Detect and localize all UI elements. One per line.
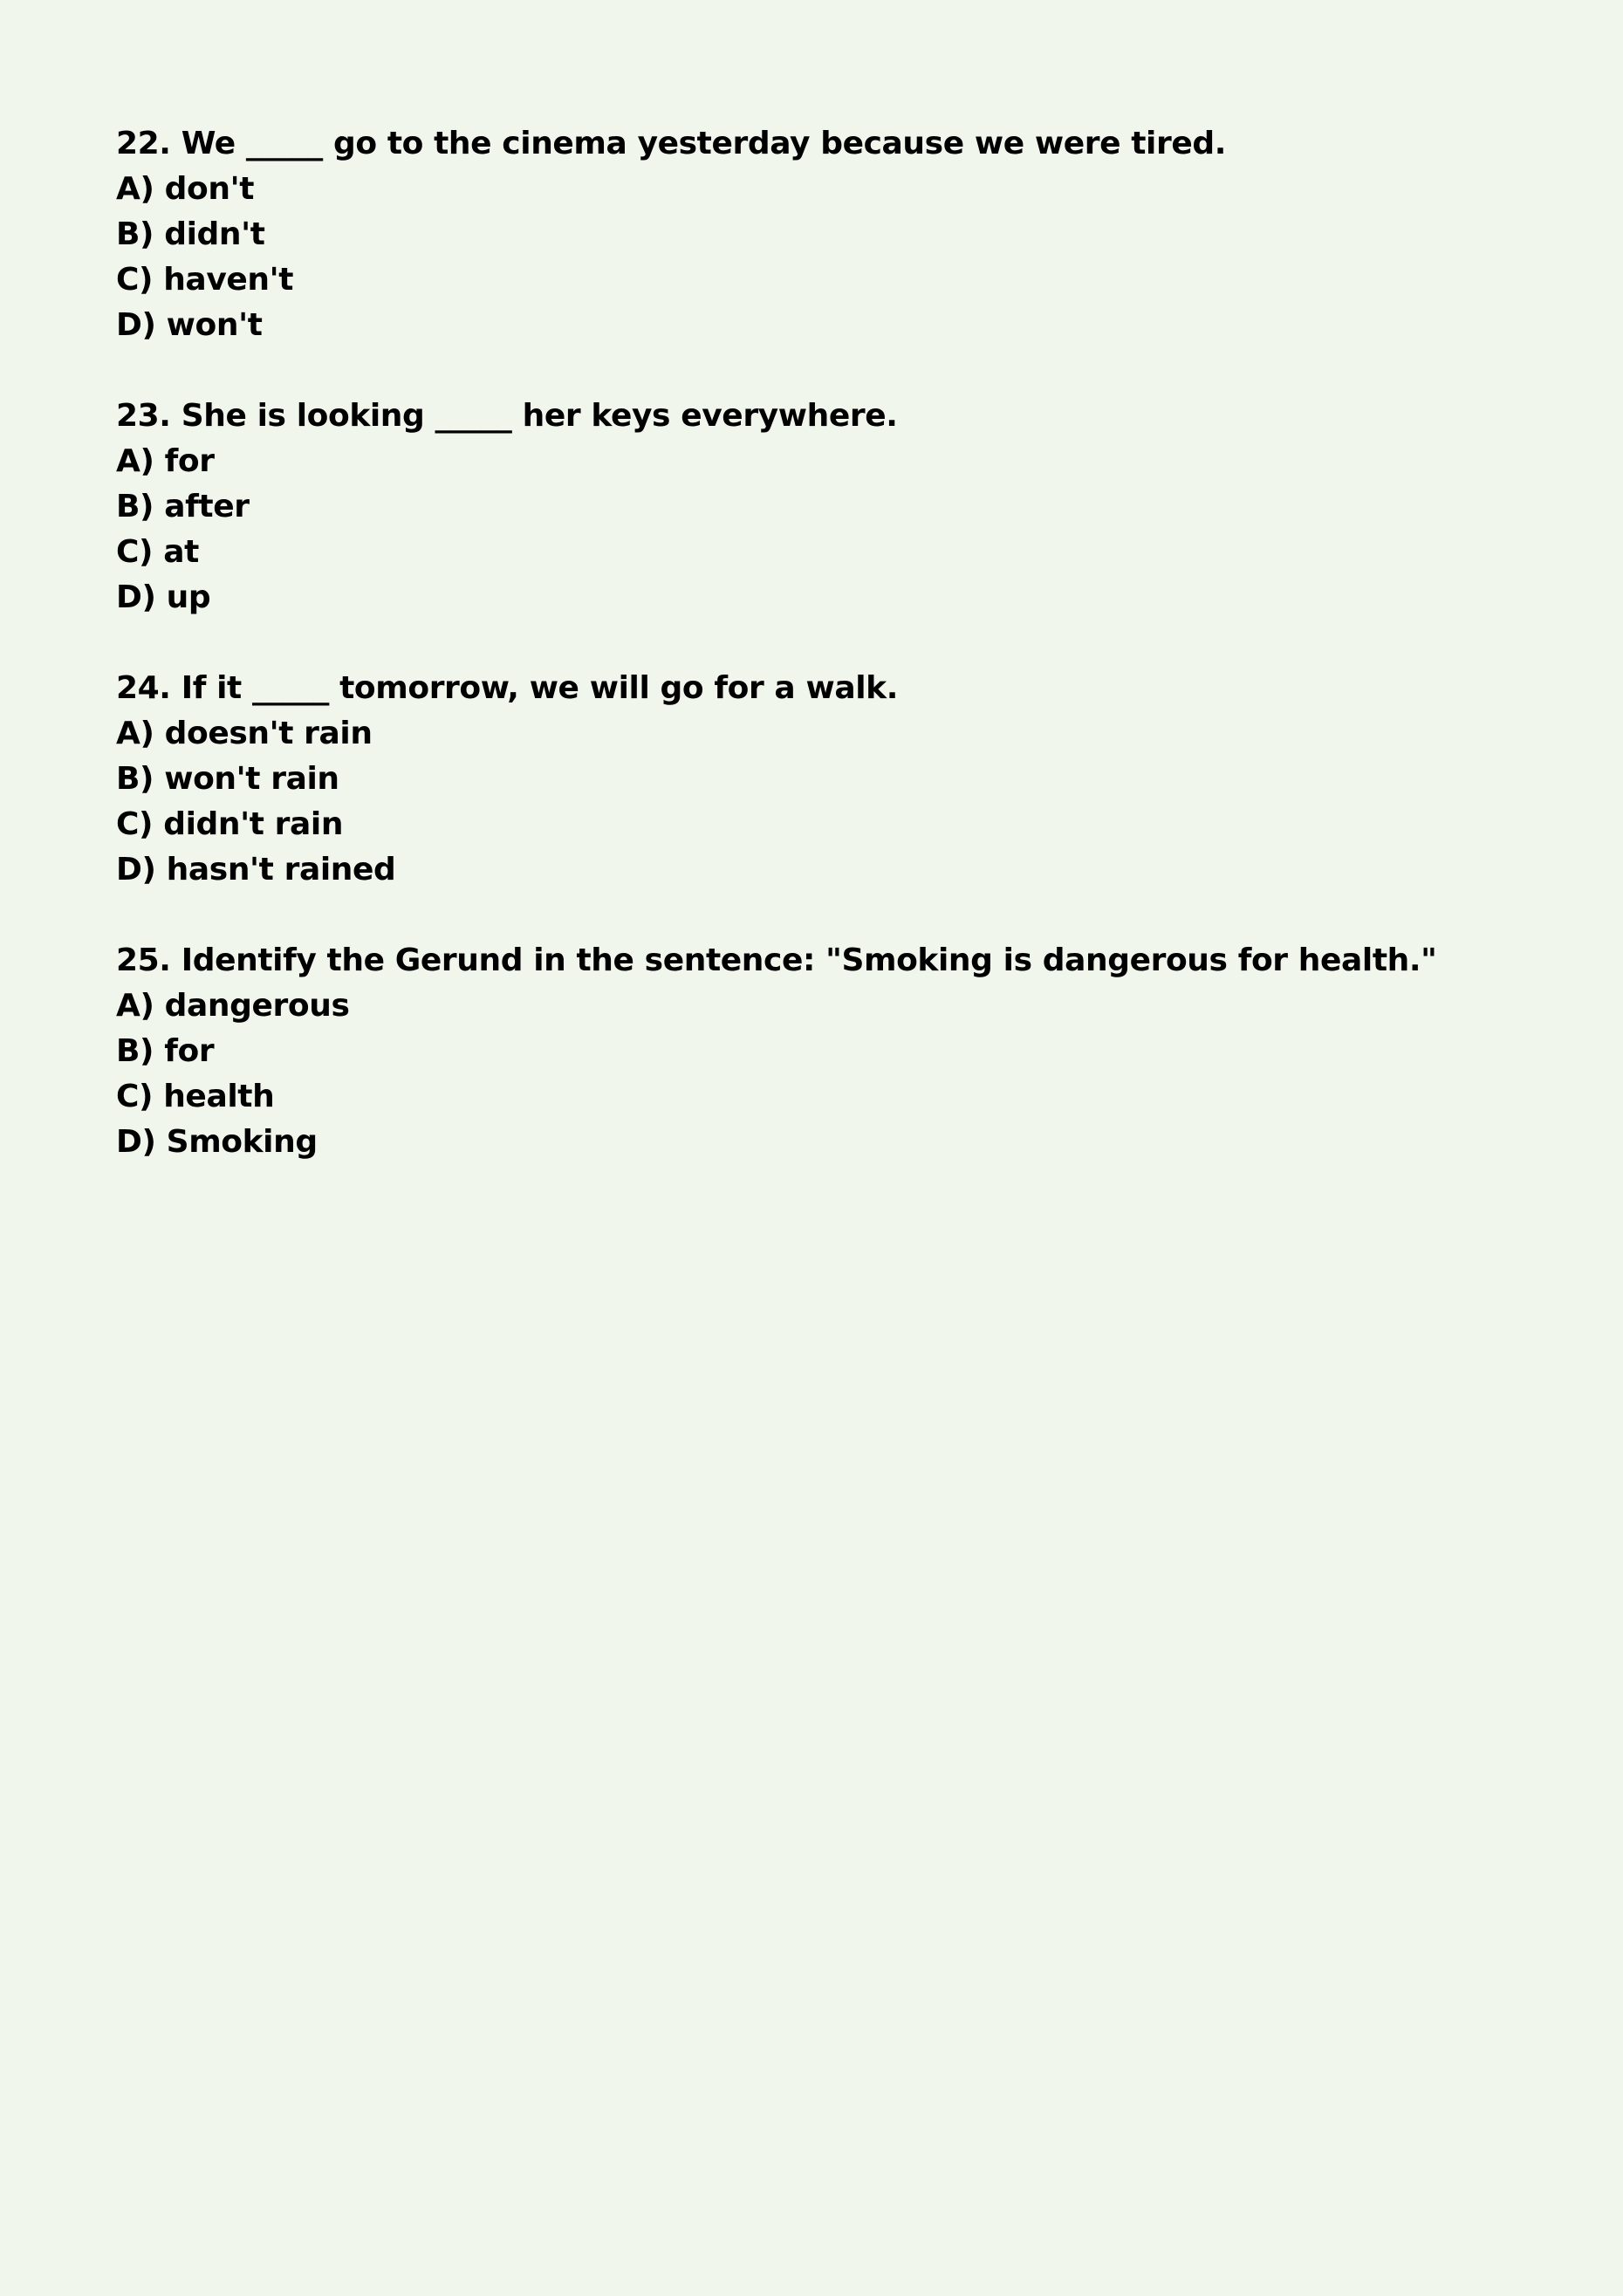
option-a: A) don't [116,171,255,207]
option-b: B) didn't [116,216,265,252]
option-c: C) health [116,1079,275,1114]
option-a: A) for [116,443,215,479]
option-b: B) after [116,489,250,524]
option-d: D) Smoking [116,1124,318,1160]
question-text: 24. If it _____ tomorrow, we will go for a walk. [116,670,898,706]
option-a: A) dangerous [116,988,350,1024]
question-text: 22. We _____ go to the cinema yesterday because we were tired. [116,126,1226,161]
option-d: D) hasn't rained [116,852,396,888]
worksheet-page [116,121,1512,1210]
question-23 [116,394,1512,620]
option-d: D) won't [116,307,263,343]
option-c: C) didn't rain [116,806,344,842]
question-24 [116,666,1512,893]
option-c: C) haven't [116,262,294,298]
option-b: B) for [116,1033,215,1069]
option-c: C) at [116,534,199,570]
question-25 [116,938,1512,1165]
question-text: 25. Identify the Gerund in the sentence: "Smoking is dangerous for health." [116,942,1437,978]
option-a: A) doesn't rain [116,716,373,751]
option-d: D) up [116,579,211,615]
option-b: B) won't rain [116,761,339,797]
question-22 [116,121,1512,348]
question-text: 23. She is looking _____ her keys everywhere. [116,398,898,434]
